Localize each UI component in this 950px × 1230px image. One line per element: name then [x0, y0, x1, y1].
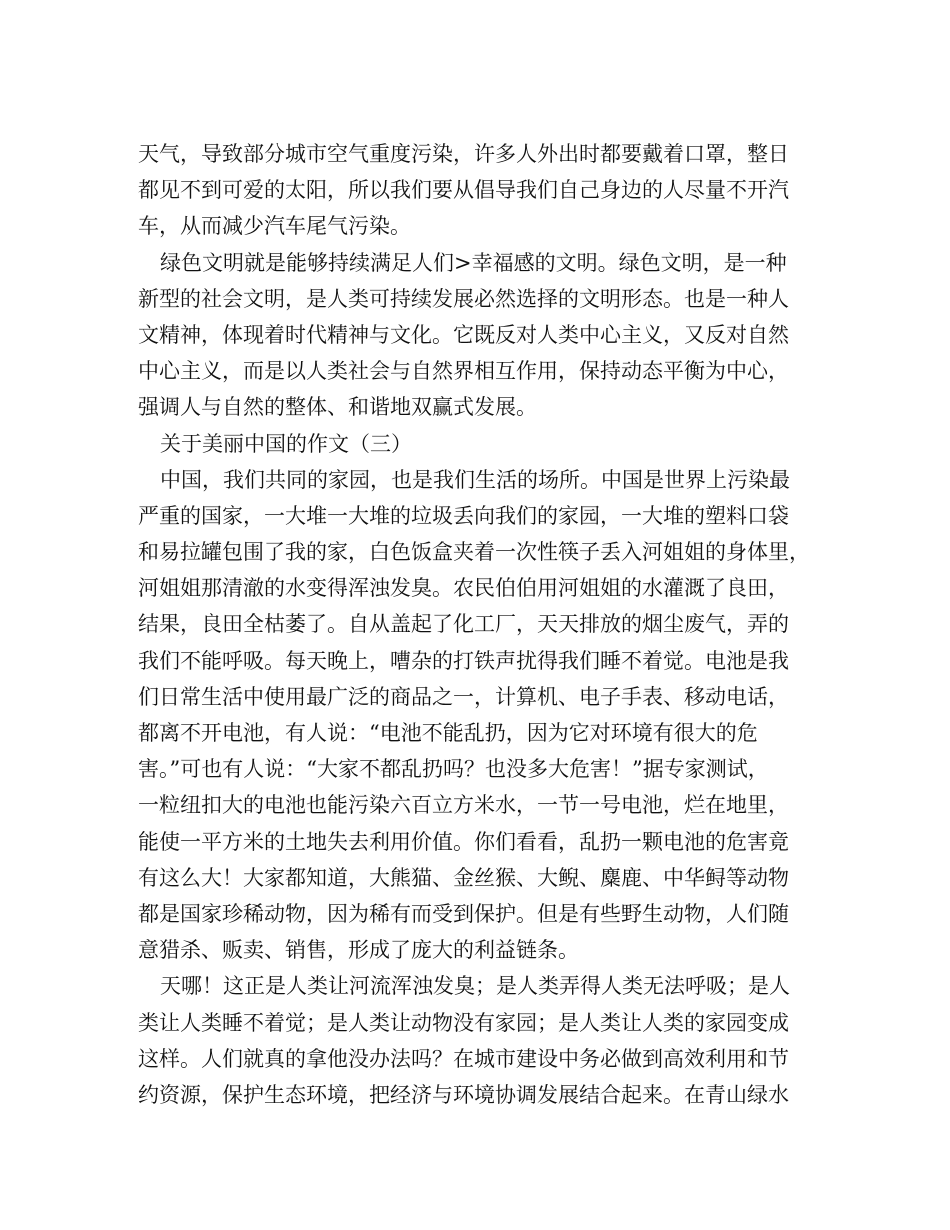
text-line: 都见不到可爱的太阳，所以我们要从倡导我们自己身边的人尽量不开汽 — [138, 178, 789, 203]
text-line: 害。”可也有人说：“大家不都乱扔吗？也没多大危害！”据专家测试， — [138, 757, 769, 782]
text-line: 车，从而减少汽车尾气污染。 — [138, 214, 411, 239]
text-line: 一粒纽扣大的电池也能污染六百立方米水，一节一号电池，烂在地里， — [138, 793, 789, 818]
text-line: 类让人类睡不着觉；是人类让动物没有家园；是人类让人类的家园变成 — [138, 1010, 789, 1035]
text-line: 天气，导致部分城市空气重度污染，许多人外出时都要戴着口罩，整日 — [138, 142, 789, 166]
text-line: 中心主义，而是以人类社会与自然界相互作用，保持动态平衡为中心， — [138, 359, 789, 384]
text-line: 有这么大！大家都知道，大熊猫、金丝猴、大鲵、麋鹿、中华鲟等动物 — [138, 865, 789, 890]
text-line: 们日常生活中使用最广泛的商品之一，计算机、电子手表、移动电话， — [138, 684, 789, 709]
document-body — [138, 136, 828, 1113]
text-line: 结果，良田全枯萎了。自从盖起了化工厂，天天排放的烟尘废气，弄的 — [138, 612, 789, 637]
text-line: 天哪！这正是人类让河流浑浊发臭；是人类弄得人类无法呼吸；是人 — [160, 974, 790, 999]
text-line: 中国，我们共同的家园，也是我们生活的场所。中国是世界上污染最 — [160, 467, 790, 492]
text-line: 约资源，保护生态环境，把经济与环境协调发展结合起来。在青山绿水 — [138, 1082, 789, 1107]
text-line: 能使一平方米的土地失去利用价值。你们看看，乱扔一颗电池的危害竟 — [138, 829, 789, 854]
text-line: 意猎杀、贩卖、销售，形成了庞大的利益链条。 — [138, 938, 579, 963]
text-line: 绿色文明就是能够持续满足人们>幸福感的文明。绿色文明，是一种 — [160, 250, 787, 275]
text-line: 文精神，体现着时代精神与文化。它既反对人类中心主义，又反对自然 — [138, 322, 789, 347]
text-line: 严重的国家，一大堆一大堆的垃圾丢向我们的家园，一大堆的塑料口袋 — [138, 503, 789, 528]
text-line: 我们不能呼吸。每天晚上，嘈杂的打铁声扰得我们睡不着觉。电池是我 — [138, 648, 789, 673]
text-line: 强调人与自然的整体、和谐地双赢式发展。 — [138, 395, 537, 420]
text-line: 关于美丽中国的作文（三） — [160, 431, 412, 456]
text-line: 新型的社会文明，是人类可持续发展必然选择的文明形态。也是一种人 — [138, 286, 789, 311]
text-line: 河姐姐那清澈的水变得浑浊发臭。农民伯伯用河姐姐的水灌溉了良田， — [138, 576, 789, 601]
text-line: 都离不开电池，有人说：“电池不能乱扔，因为它对环境有很大的危 — [138, 721, 758, 745]
text-line: 这样。人们就真的拿他没办法吗？在城市建设中务必做到高效利用和节 — [138, 1046, 789, 1071]
text-line: 都是国家珍稀动物，因为稀有而受到保护。但是有些野生动物，人们随 — [138, 901, 789, 926]
text-line: 和易拉罐包围了我的家，白色饭盒夹着一次性筷子丢入河姐姐的身体里， — [138, 540, 810, 565]
